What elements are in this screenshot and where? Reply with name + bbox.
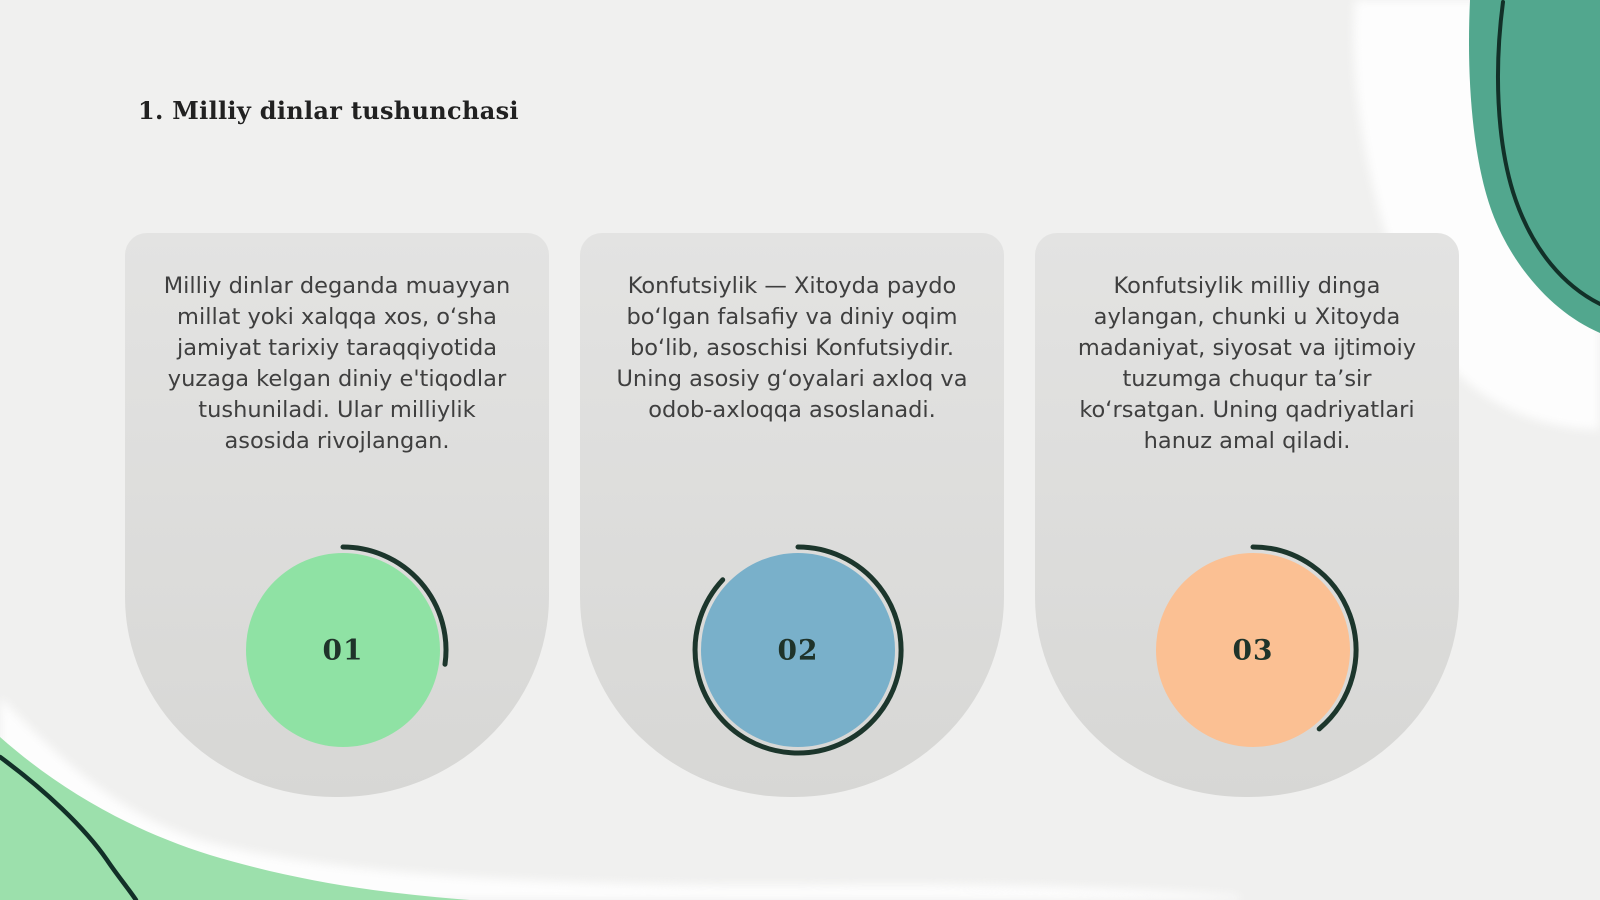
card-konfutsiylik-milliy-din (1035, 233, 1459, 797)
step-number: 03 (1232, 633, 1274, 667)
step-number: 01 (322, 633, 364, 667)
card-text: Konfutsiylik milliy dinga aylangan, chunki u Xitoyda madaniyat, siyosat va ijtimoiy tuzumga chuqur ta’sir ko‘rsatgan. Uning qadriyatlari hanuz amal qiladi. (1077, 273, 1417, 454)
card-text: Konfutsiylik — Xitoyda paydo bo‘lgan falsafiy va diniy oqim bo‘lib, asoschisi Konfutsiydir. Uning asosiy g‘oyalari axloq va odob-axloqqa asoslanadi. (616, 273, 968, 423)
card-konfutsiylik (580, 233, 1004, 797)
page-title: 1. Milliy dinlar tushunchasi (138, 96, 519, 125)
card-text: Milliy dinlar deganda muayyan millat yoki xalqqa xos, o‘sha jamiyat tarixiy taraqqiyotida yuzaga kelgan diniy e'tiqodlar tushuniladi. Ular milliylik asosida rivojlangan. (163, 273, 511, 454)
step-badge-03 (1143, 540, 1363, 760)
step-badge-01 (233, 540, 453, 760)
card-milliy-dinlar (125, 233, 549, 797)
step-number: 02 (777, 633, 819, 667)
step-badge-02 (688, 540, 908, 760)
